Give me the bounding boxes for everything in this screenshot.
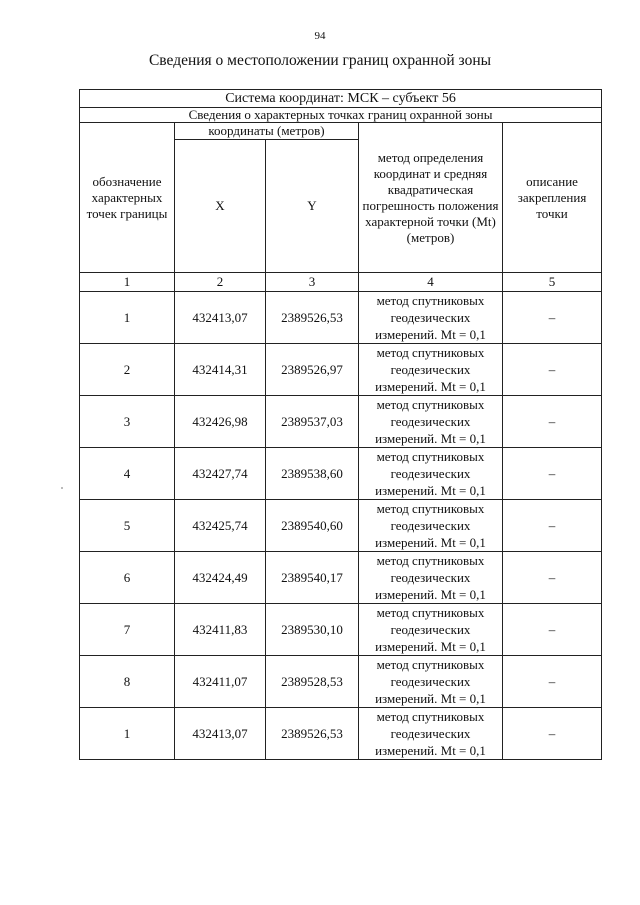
header-method: метод определения координат и средняя квадратическая погрешность положения характерной точки (Mt) (метров)	[359, 123, 503, 273]
table-row	[80, 344, 602, 396]
x-coordinate-cell: 432413,07	[175, 708, 266, 760]
column-index-1: 1	[80, 273, 175, 292]
description-cell: –	[503, 396, 602, 448]
x-coordinate-cell: 432427,74	[175, 448, 266, 500]
x-coordinate-cell: 432424,49	[175, 552, 266, 604]
y-coordinate-cell: 2389538,60	[266, 448, 359, 500]
point-cell: 1	[80, 708, 175, 760]
coordinate-system-title: Система координат: МСК – субъект 56	[80, 90, 602, 108]
y-coordinate-cell: 2389526,53	[266, 292, 359, 344]
table-row	[80, 552, 602, 604]
description-cell: –	[503, 552, 602, 604]
method-cell: метод спутниковых геодезических измерений. Mt = 0,1	[359, 656, 503, 708]
point-cell: 5	[80, 500, 175, 552]
y-coordinate-cell: 2389528,53	[266, 656, 359, 708]
table-row	[80, 500, 602, 552]
table-row	[80, 448, 602, 500]
x-coordinate-cell: 432413,07	[175, 292, 266, 344]
description-cell: –	[503, 344, 602, 396]
boundary-points-table	[79, 89, 602, 760]
point-cell: 2	[80, 344, 175, 396]
point-cell: 7	[80, 604, 175, 656]
x-coordinate-cell: 432426,98	[175, 396, 266, 448]
column-index-3: 3	[266, 273, 359, 292]
table-subtitle: Сведения о характерных точках границ охранной зоны	[80, 108, 602, 123]
method-cell: метод спутниковых геодезических измерений. Mt = 0,1	[359, 448, 503, 500]
header-point: обозначение характерных точек границы	[80, 123, 175, 273]
description-cell: –	[503, 500, 602, 552]
method-cell: метод спутниковых геодезических измерений. Mt = 0,1	[359, 552, 503, 604]
document-heading: Сведения о местоположении границ охранной зоны	[148, 52, 492, 69]
point-cell: 4	[80, 448, 175, 500]
x-coordinate-cell: 432411,83	[175, 604, 266, 656]
description-cell: –	[503, 448, 602, 500]
description-cell: –	[503, 656, 602, 708]
table-row	[80, 396, 602, 448]
header-y: Y	[266, 140, 359, 273]
description-cell: –	[503, 604, 602, 656]
x-coordinate-cell: 432425,74	[175, 500, 266, 552]
method-cell: метод спутниковых геодезических измерений. Mt = 0,1	[359, 500, 503, 552]
method-cell: метод спутниковых геодезических измерений. Mt = 0,1	[359, 604, 503, 656]
description-cell: –	[503, 708, 602, 760]
y-coordinate-cell: 2389526,53	[266, 708, 359, 760]
table-row	[80, 604, 602, 656]
column-index-4: 4	[359, 273, 503, 292]
method-cell: метод спутниковых геодезических измерений. Mt = 0,1	[359, 292, 503, 344]
method-cell: метод спутниковых геодезических измерений. Mt = 0,1	[359, 708, 503, 760]
table-row	[80, 708, 602, 760]
x-coordinate-cell: 432411,07	[175, 656, 266, 708]
header-description: описание закрепления точки	[503, 123, 602, 273]
column-index-2: 2	[175, 273, 266, 292]
header-coordinates: координаты (метров)	[175, 123, 359, 140]
method-cell: метод спутниковых геодезических измерений. Mt = 0,1	[359, 344, 503, 396]
point-cell: 3	[80, 396, 175, 448]
column-index-5: 5	[503, 273, 602, 292]
method-cell: метод спутниковых геодезических измерений. Mt = 0,1	[359, 396, 503, 448]
y-coordinate-cell: 2389537,03	[266, 396, 359, 448]
y-coordinate-cell: 2389540,17	[266, 552, 359, 604]
table-row	[80, 656, 602, 708]
y-coordinate-cell: 2389526,97	[266, 344, 359, 396]
point-cell: 8	[80, 656, 175, 708]
description-cell: –	[503, 292, 602, 344]
header-x: X	[175, 140, 266, 273]
y-coordinate-cell: 2389540,60	[266, 500, 359, 552]
point-cell: 6	[80, 552, 175, 604]
point-cell: 1	[80, 292, 175, 344]
x-coordinate-cell: 432414,31	[175, 344, 266, 396]
scan-mark	[61, 487, 63, 489]
table-row	[80, 292, 602, 344]
y-coordinate-cell: 2389530,10	[266, 604, 359, 656]
page-number: 94	[314, 30, 326, 42]
